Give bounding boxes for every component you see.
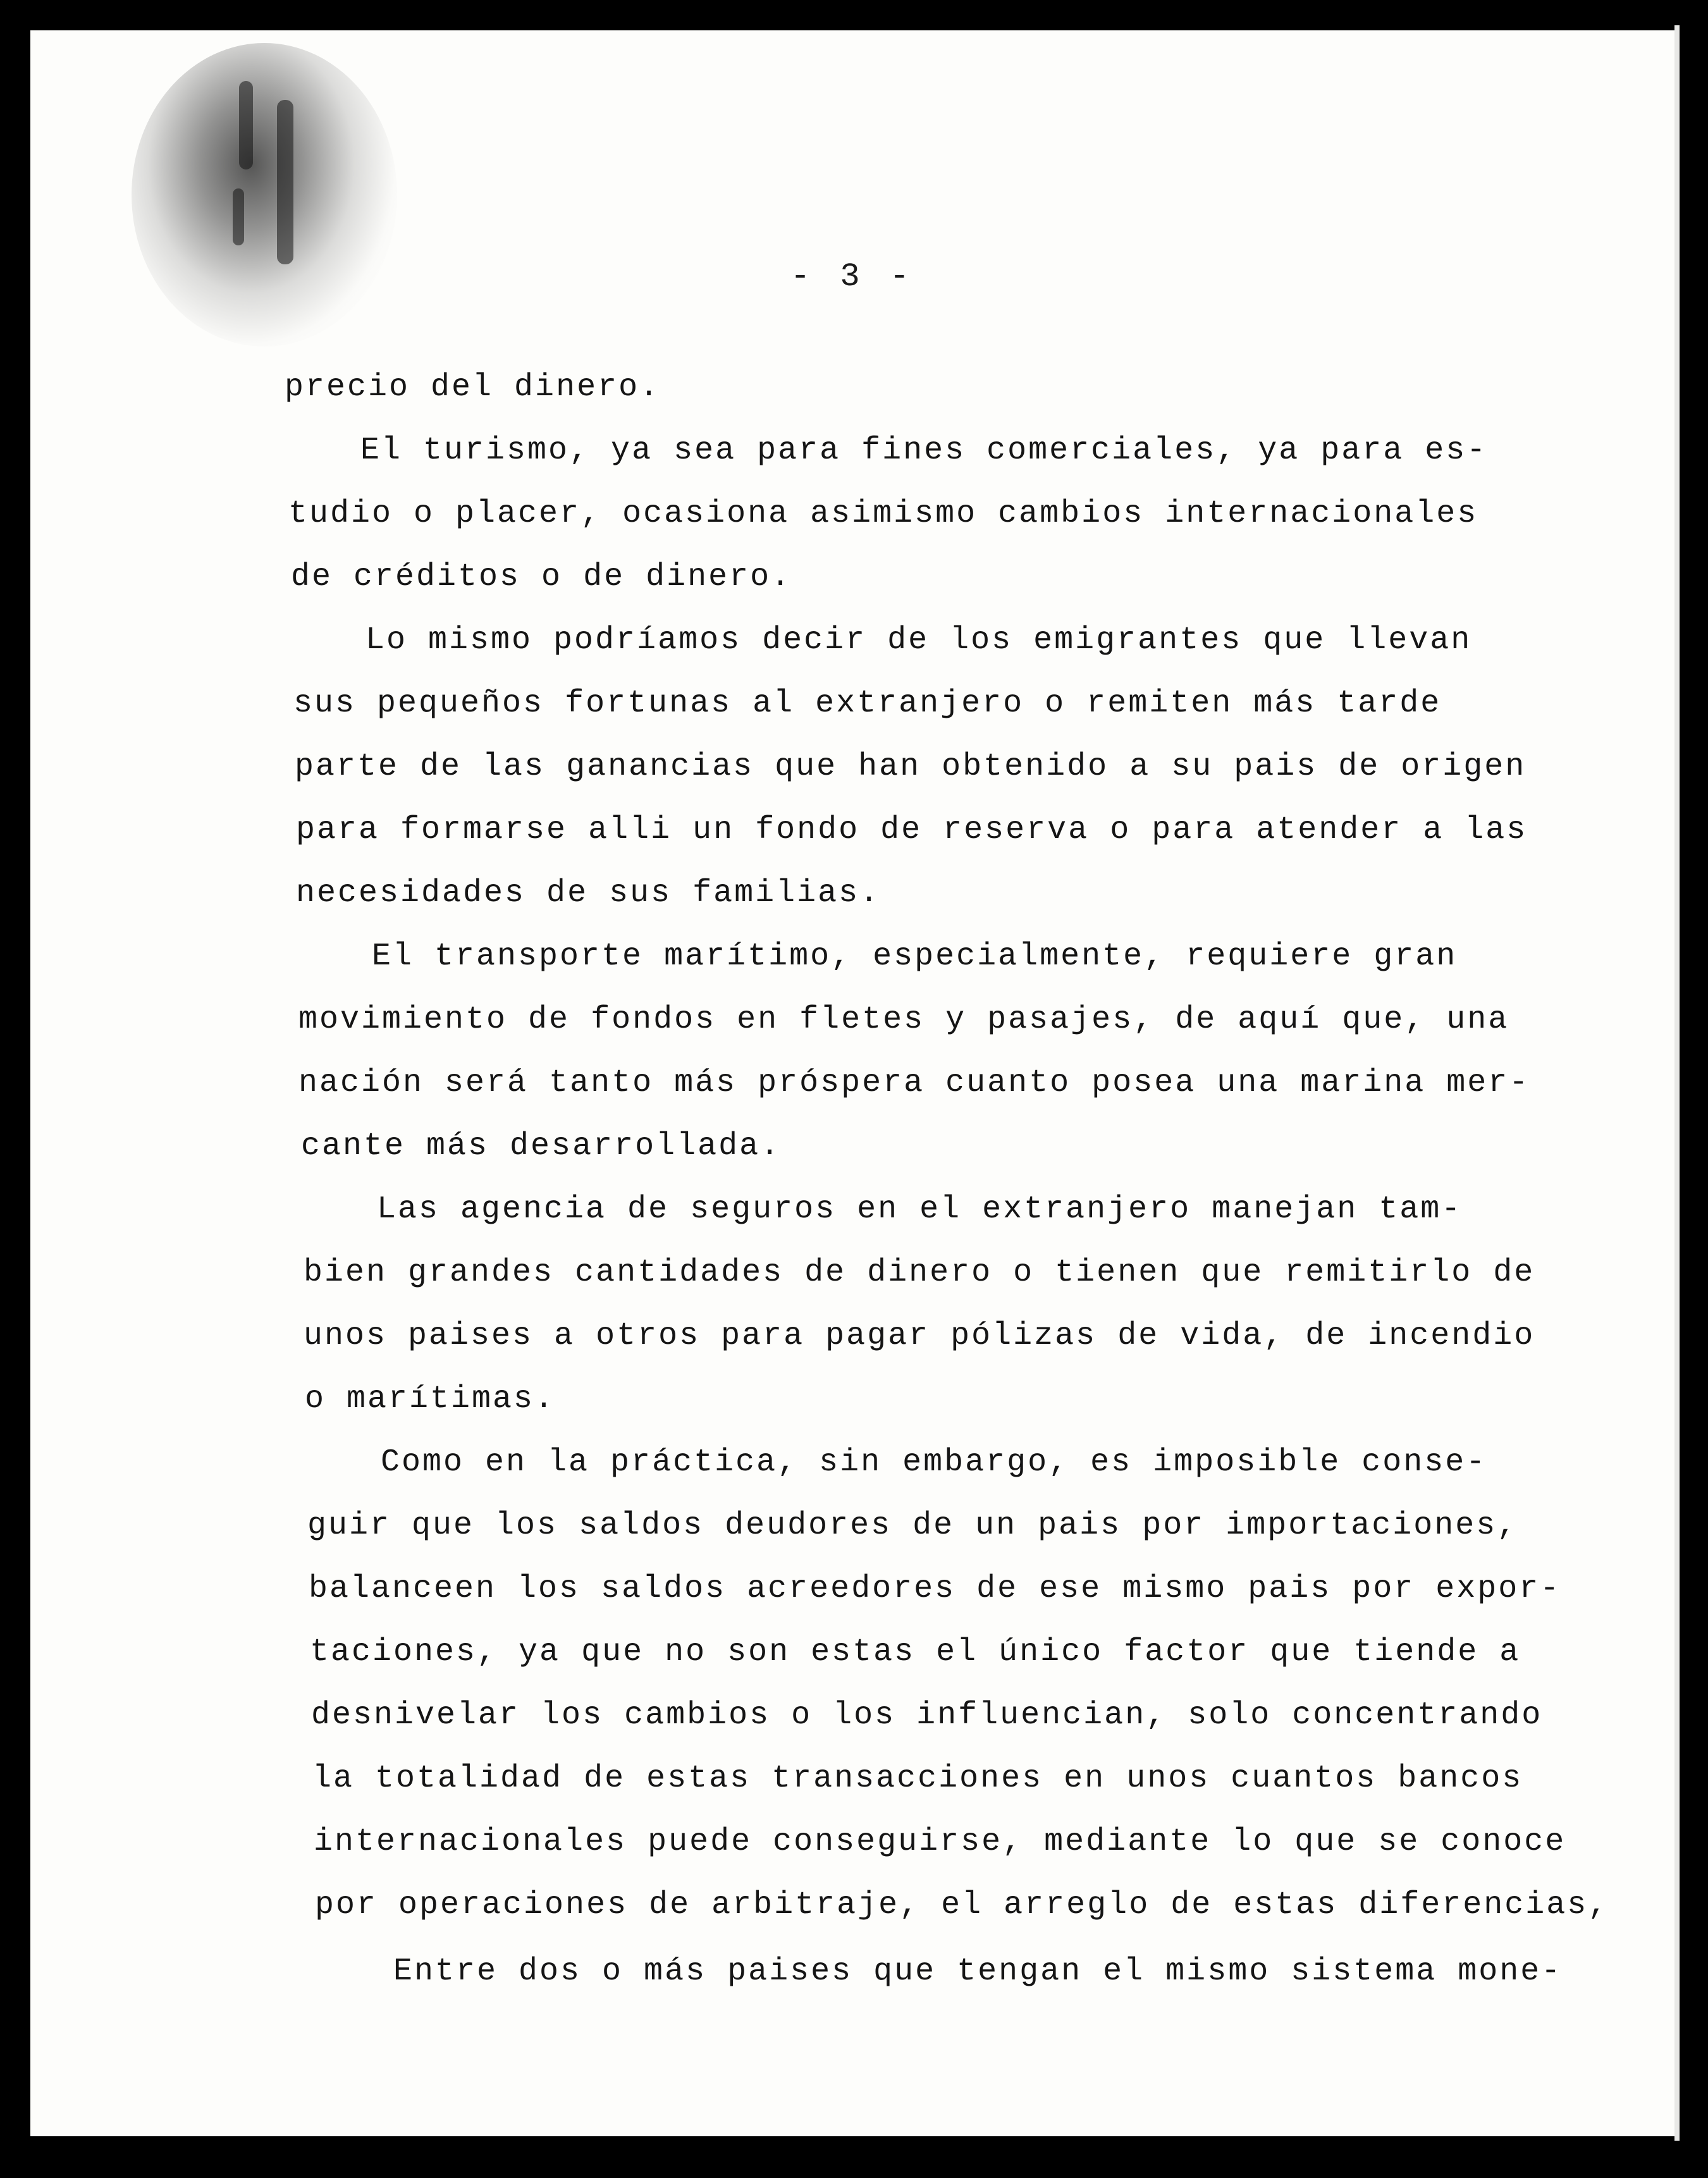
body-line: por operaciones de arbitraje, el arreglo de estas diferencias,	[315, 1887, 1609, 1923]
document-page	[30, 30, 1674, 2136]
body-line: nación será tanto más próspera cuanto posea una marina mer-	[298, 1065, 1530, 1101]
body-line: sus pequeños fortunas al extranjero o remiten más tarde	[293, 686, 1442, 722]
body-line: Entre dos o más paises que tengan el mismo sistema mone-	[393, 1953, 1563, 1990]
body-line: tudio o placer, ocasiona asimismo cambios internacionales	[288, 496, 1478, 532]
body-line: Las agencia de seguros en el extranjero manejan tam-	[377, 1191, 1463, 1227]
body-line: guir que los saldos deudores de un pais por importaciones,	[307, 1508, 1518, 1544]
body-line: El turismo, ya sea para fines comerciales, ya para es-	[360, 433, 1488, 469]
body-line: desnivelar los cambios o los influencian, solo concentrando	[311, 1697, 1543, 1733]
body-line: unos paises a otros para pagar pólizas de vida, de incendio	[304, 1318, 1535, 1354]
body-line: movimiento de fondos en fletes y pasajes, de aquí que, una	[298, 1002, 1509, 1038]
ink-streak	[277, 100, 293, 264]
body-line: El transporte marítimo, especialmente, requiere gran	[372, 938, 1458, 975]
page-number: - 3 -	[790, 258, 915, 295]
body-line: internacionales puede conseguirse, mediante lo que se conoce	[314, 1824, 1566, 1860]
ink-streak	[233, 188, 244, 245]
page-edge	[1674, 25, 1680, 2141]
body-line: la totalidad de estas transacciones en unos cuantos bancos	[312, 1761, 1523, 1797]
ink-smudge	[132, 43, 397, 347]
body-line: precio del dinero.	[285, 369, 661, 405]
body-line: Como en la práctica, sin embargo, es imposible conse-	[381, 1444, 1487, 1480]
body-line: Lo mismo podríamos decir de los emigrantes que llevan	[366, 622, 1472, 658]
body-line: parte de las ganancias que han obtenido a su pais de origen	[295, 749, 1527, 785]
body-line: balanceen los saldos acreedores de ese mismo pais por expor-	[309, 1571, 1561, 1607]
body-line: de créditos o de dinero.	[291, 559, 792, 595]
body-line: bien grandes cantidades de dinero o tienen que remitirlo de	[304, 1255, 1535, 1291]
body-line: cante más desarrollada.	[301, 1128, 782, 1164]
body-line: necesidades de sus familias.	[296, 875, 881, 911]
body-line: taciones, ya que no son estas el único factor que tiende a	[310, 1634, 1521, 1670]
body-line: para formarse alli un fondo de reserva o para atender a las	[296, 812, 1528, 848]
body-line: o marítimas.	[305, 1381, 556, 1417]
ink-streak	[239, 81, 253, 169]
